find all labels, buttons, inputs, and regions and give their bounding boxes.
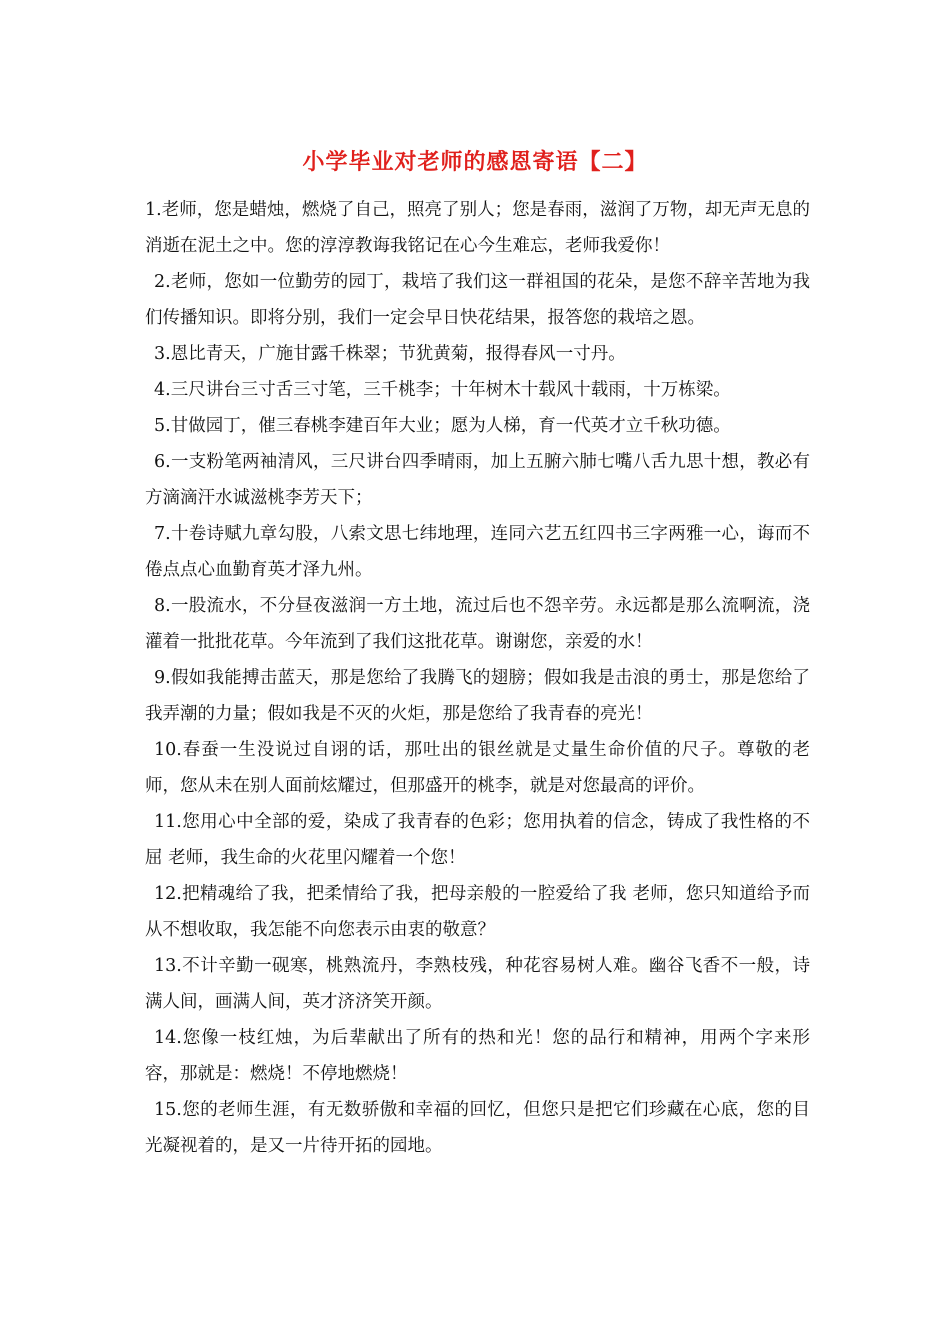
list-item: 12.把精魂给了我，把柔情给了我，把母亲般的一腔爱给了我 老师，您只知道给予而从不想收取，我怎能不向您表示由衷的敬意？ (145, 884, 810, 940)
list-item: 9.假如我能搏击蓝天，那是您给了我腾飞的翅膀；假如我是击浪的勇士，那是您给了我弄潮的力量；假如我是不灭的火炬，那是您给了我青春的亮光！ (145, 668, 810, 724)
list-item: 7.十卷诗赋九章勾股，八索文思七纬地理，连同六艺五红四书三字两雅一心，诲而不倦点点心血勤育英才泽九州。 (145, 524, 810, 580)
page-title: 小学毕业对老师的感恩寄语【二】 (302, 149, 648, 175)
list-item: 1.老师，您是蜡烛，燃烧了自己，照亮了别人；您是春雨，滋润了万物，却无声无息的消逝在泥土之中。您的淳淳教诲我铭记在心今生难忘，老师我爱你！ (145, 200, 810, 256)
document-body (145, 192, 810, 1164)
list-item: 11.您用心中全部的爱，染成了我青春的色彩；您用执着的信念，铸成了我性格的不屈 老师，我生命的火花里闪耀着一个您！ (145, 812, 810, 868)
list-item: 5.甘做园丁，催三春桃李建百年大业；愿为人梯，育一代英才立千秋功德。 (154, 416, 731, 436)
list-item: 15.您的老师生涯，有无数骄傲和幸福的回忆，但您只是把它们珍藏在心底，您的目光凝视着的，是又一片待开拓的园地。 (145, 1100, 810, 1156)
list-item: 14.您像一枝红烛，为后辈献出了所有的热和光！您的品行和精神，用两个字来形容，那就是：燃烧！不停地燃烧！ (145, 1028, 810, 1084)
list-item: 6.一支粉笔两袖清风，三尺讲台四季晴雨，加上五腑六肺七嘴八舌九思十想，教必有方滴滴汗水诚滋桃李芳天下； (145, 452, 810, 508)
list-item: 3.恩比青天，广施甘露千株翠；节犹黄菊，报得春风一寸丹。 (154, 344, 626, 364)
list-item: 13.不计辛勤一砚寒，桃熟流丹，李熟枝残，种花容易树人难。幽谷飞香不一般，诗满人间，画满人间，英才济济笑开颜。 (145, 956, 810, 1012)
list-item: 2.老师，您如一位勤劳的园丁，栽培了我们这一群祖国的花朵，是您不辞辛苦地为我们传播知识。即将分别，我们一定会早日快花结果，报答您的栽培之恩。 (145, 272, 810, 328)
list-item: 4.三尺讲台三寸舌三寸笔，三千桃李；十年树木十载风十载雨，十万栋梁。 (154, 380, 731, 400)
list-item: 8.一股流水，不分昼夜滋润一方土地，流过后也不怨辛劳。永远都是那么流啊流，浇灌着一批批花草。今年流到了我们这批花草。谢谢您，亲爱的水！ (145, 596, 810, 652)
list-item: 10.春蚕一生没说过自诩的话，那吐出的银丝就是丈量生命价值的尺子。尊敬的老师，您从未在别人面前炫耀过，但那盛开的桃李，就是对您最高的评价。 (145, 740, 810, 796)
